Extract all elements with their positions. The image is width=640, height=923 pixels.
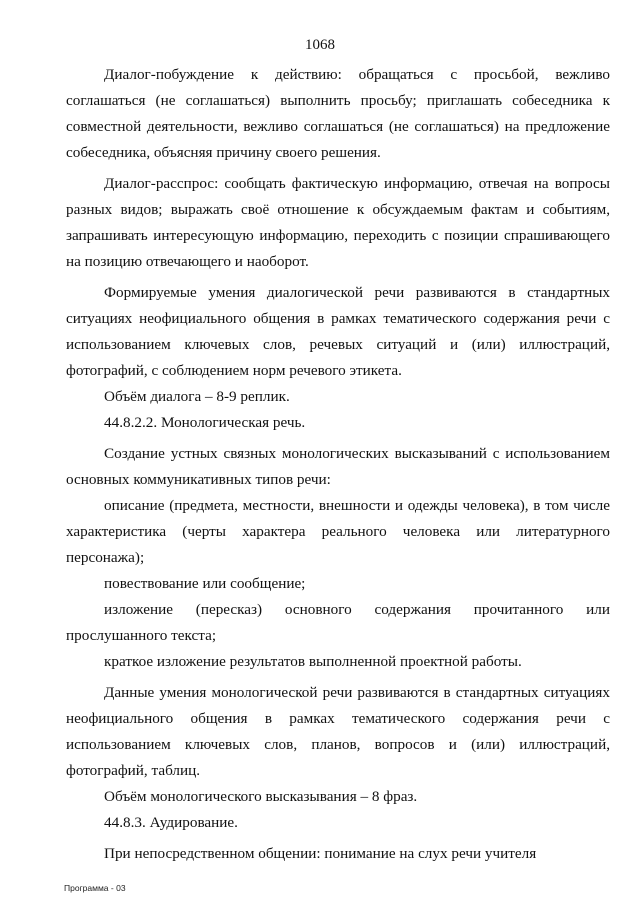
paragraph-monologue-skills: Данные умения монологической речи развиваются в стандартных ситуациях неофициального общения в рамках тематического содержания речи с использованием ключевых слов, планов, вопросов и (или) иллюстраций, фотографий, таблиц. — [66, 684, 610, 779]
paragraph-dialog-skills: Формируемые умения диалогической речи развиваются в стандартных ситуациях неофициального общения в рамках тематического содержания речи с использованием ключевых слов, речевых ситуаций и (или) иллюстраций, фотографий, с соблюдением норм речевого этикета. — [66, 284, 610, 379]
paragraph-dialog-incentive: Диалог-побуждение к действию: обращаться с просьбой, вежливо соглашаться (не соглашаться) выполнить просьбу; приглашать собеседника к совместной деятельности, вежливо соглашаться (не соглашаться) на предложение собеседника, объясняя причину своего решения. — [66, 66, 610, 161]
paragraph-monologue-creation: Создание устных связных монологических высказываний с использованием основных коммуникативных типов речи: — [66, 445, 610, 488]
list-item-project-summary: краткое изложение результатов выполненной проектной работы. — [104, 653, 522, 670]
list-item-narration: повествование или сообщение; — [104, 575, 306, 592]
list-item-description: описание (предмета, местности, внешности и одежды человека), в том числе характеристика (черты характера реального человека или литературного персонажа); — [66, 497, 610, 566]
paragraph-dialog-volume: Объём диалога – 8-9 реплик. — [104, 388, 290, 405]
page-footer: Программа - 03 — [64, 883, 126, 893]
section-heading-listening: 44.8.3. Аудирование. — [104, 814, 238, 831]
paragraph-listening-direct: При непосредственном общении: понимание на слух речи учителя — [104, 845, 537, 862]
paragraph-monologue-volume: Объём монологического высказывания – 8 фраз. — [104, 788, 418, 805]
paragraph-dialog-inquiry: Диалог-расспрос: сообщать фактическую информацию, отвечая на вопросы разных видов; выражать своё отношение к обсуждаемым фактам и событиям, запрашивать интересующую информацию, переходить с позиции спрашивающего на позицию отвечающего и наоборот. — [66, 175, 610, 270]
section-heading-monologue: 44.8.2.2. Монологическая речь. — [104, 414, 306, 431]
list-item-retelling: изложение (пересказ) основного содержания прочитанного или прослушанного текста; — [66, 601, 610, 644]
page-number: 1068 — [305, 37, 335, 53]
document-body — [66, 62, 610, 867]
